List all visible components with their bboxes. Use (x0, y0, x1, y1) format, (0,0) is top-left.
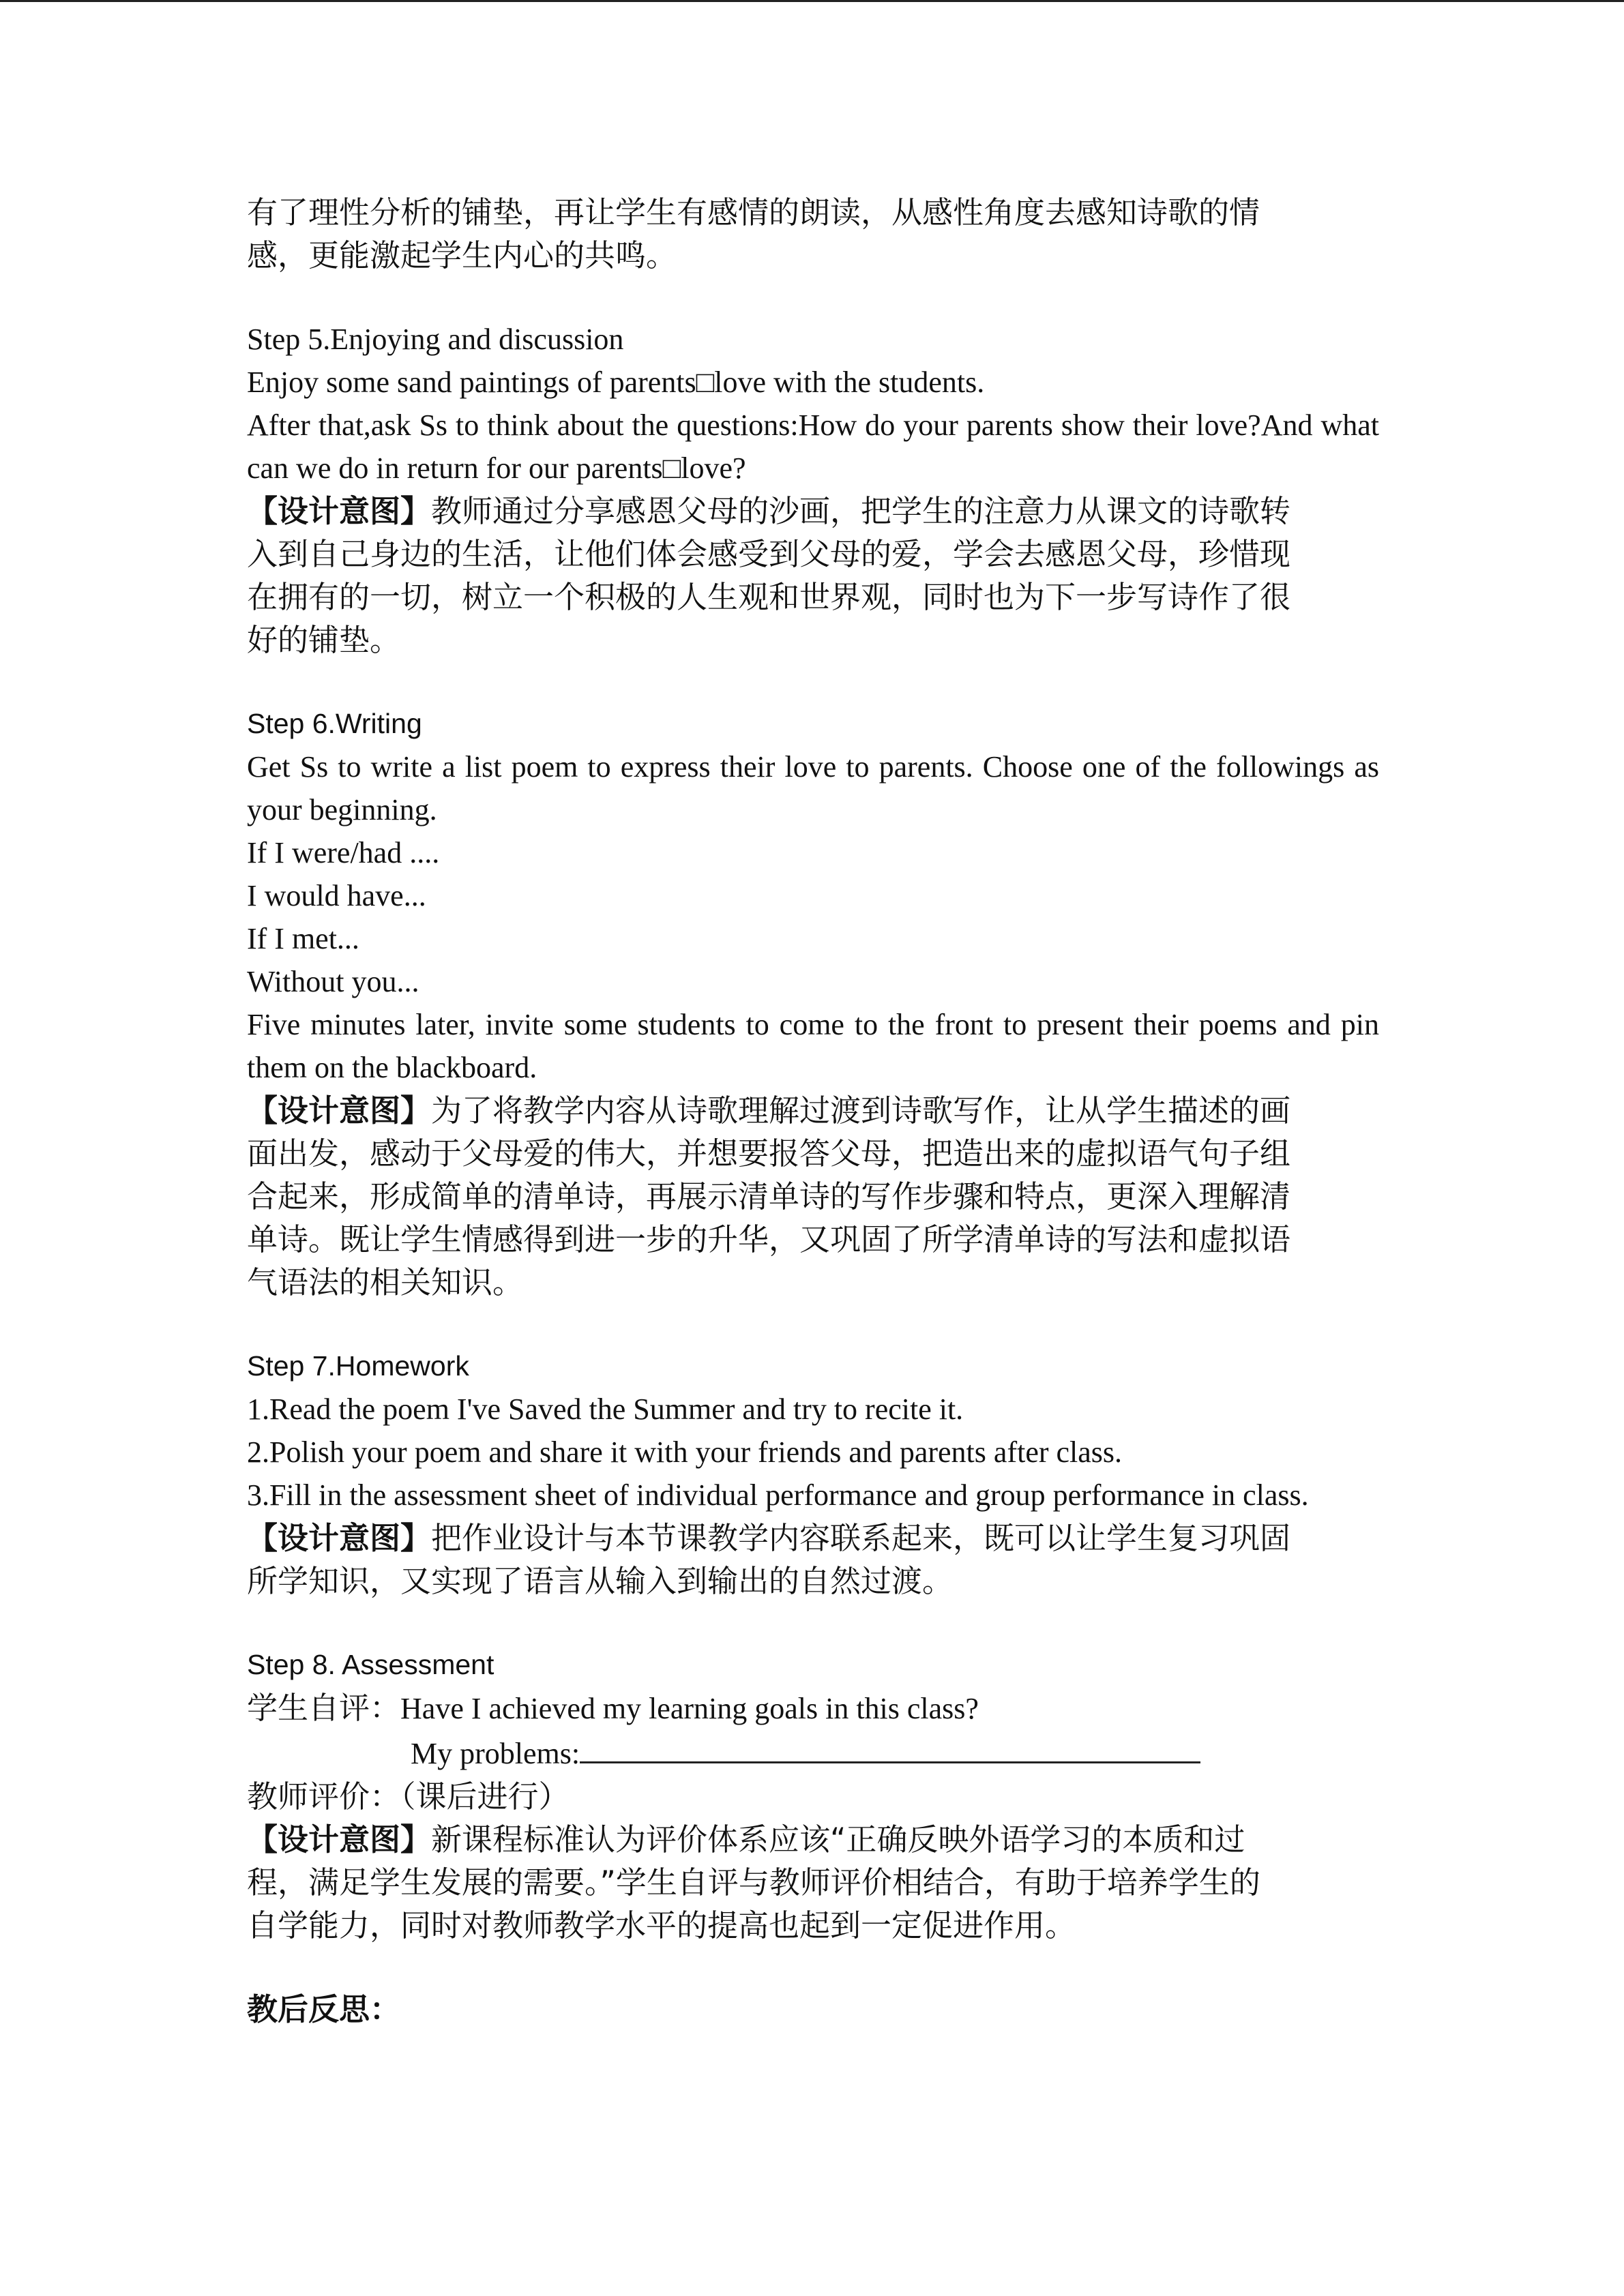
spacer (247, 277, 1379, 318)
step7-section (247, 1345, 1379, 1602)
step5-intent-line-3: 在拥有的一切，树立一个积极的人生观和世界观，同时也为下一步写诗作了很 (247, 579, 1291, 615)
self-assessment-label: 学生自评： (247, 1690, 401, 1726)
step6-prompt-3: If I met... (247, 922, 359, 955)
homework-item-3: 3.Fill in the assessment sheet of individual performance and group performance in class. (247, 1478, 1309, 1512)
step6-paragraph-1: Get Ss to write a list poem to express their love to parents. Choose one of the followings as your beginning. (247, 750, 1379, 826)
design-intent-tag: 【设计意图】 (247, 1092, 432, 1129)
teacher-assessment-value: （课后进行） (400, 1778, 570, 1815)
step8-intent-text-1: 新课程标准认为评价体系应该“正确反映外语学习的本质和过 (431, 1821, 1245, 1858)
step6-intent-line-1 (247, 1089, 1379, 1132)
problems-blank-line[interactable] (580, 1730, 1200, 1763)
step7-intent-text-1: 把作业设计与本节课教学内容联系起来，既可以让学生复习巩固 (431, 1520, 1291, 1556)
spacer (247, 661, 1379, 702)
step6-intent-line-2: 面出发，感动于父母爱的伟大，并想要报答父母，把造出来的虚拟语气句子组 (247, 1135, 1291, 1172)
problems-label: My problems: (411, 1737, 580, 1770)
homework-item-1: 1.Read the poem I've Saved the Summer and try to recite it. (247, 1392, 964, 1426)
step6-intent-text-1: 为了将教学内容从诗歌理解过渡到诗歌写作，让从学生描述的画 (431, 1092, 1291, 1129)
step6-intent-line-3: 合起来，形成简单的清单诗，再展示清单诗的写作步骤和特点，更深入理解清 (247, 1178, 1291, 1214)
intro-line-2: 感，更能激起学生内心的共鸣。 (247, 237, 677, 273)
step6-prompt-1: If I were/had .... (247, 836, 440, 869)
step5-intent-line-2: 入到自己身边的生活，让他们体会感受到父母的爱，学会去感恩父母，珍惜现 (247, 536, 1291, 572)
design-intent-tag: 【设计意图】 (247, 1821, 432, 1858)
spacer (247, 1947, 1379, 1988)
step6-heading: Step 6.Writing (247, 708, 422, 739)
document-page (247, 191, 1379, 2031)
design-intent-tag: 【设计意图】 (247, 1520, 432, 1556)
step5-heading: Step 5.Enjoying and discussion (247, 323, 624, 356)
step5-section (247, 318, 1379, 661)
step8-intent-line-3: 自学能力，同时对教师教学水平的提高也起到一定促进作用。 (247, 1907, 1076, 1943)
intro-line-1: 有了理性分析的铺垫，再让学生有感情的朗读，从感性角度去感知诗歌的情 (247, 194, 1260, 230)
spacer (247, 1304, 1379, 1345)
step5-intent-line-1 (247, 490, 1379, 533)
step6-paragraph-2: Five minutes later, invite some students to come to the front to present their poems and pin them on the blackboard. (247, 1008, 1379, 1084)
step6-prompt-4: Without you... (247, 965, 419, 998)
step6-intent-line-4: 单诗。既让学生情感得到进一步的升华，又巩固了所学清单诗的写法和虚拟语 (247, 1221, 1291, 1257)
problems-row (247, 1730, 1379, 1775)
teacher-assessment-row (247, 1775, 1379, 1818)
step5-intent-text-1: 教师通过分享感恩父母的沙画，把学生的注意力从课文的诗歌转 (431, 493, 1291, 529)
step7-intent-line-2: 所学知识，又实现了语言从输入到输出的自然过渡。 (247, 1563, 954, 1599)
step7-intent-line-1 (247, 1517, 1379, 1560)
step5-line-1: Enjoy some sand paintings of parents□love with the students. (247, 366, 985, 399)
step8-heading: Step 8. Assessment (247, 1649, 494, 1680)
step5-intent-line-4: 好的铺垫。 (247, 622, 401, 658)
step8-intent-line-2: 程，满足学生发展的需要。”学生自评与教师评价相结合，有助于培养学生的 (247, 1864, 1260, 1900)
spacer (247, 1602, 1379, 1643)
teacher-assessment-label: 教师评价： (247, 1778, 401, 1815)
homework-item-2: 2.Polish your poem and share it with your friends and parents after class. (247, 1435, 1123, 1469)
self-assessment-row (247, 1686, 1379, 1730)
self-assessment-question: Have I achieved my learning goals in this class? (400, 1692, 979, 1725)
page-top-border (0, 0, 1624, 2)
step8-intent-line-1 (247, 1818, 1379, 1861)
reflection-heading: 教后反思： (247, 1991, 401, 2027)
step6-prompt-2: I would have... (247, 879, 426, 912)
design-intent-tag: 【设计意图】 (247, 493, 432, 529)
step6-intent-line-5: 气语法的相关知识。 (247, 1264, 524, 1300)
step6-section (247, 702, 1379, 1304)
step8-section (247, 1643, 1379, 1947)
step7-heading: Step 7.Homework (247, 1350, 469, 1382)
step5-paragraph: After that,ask Ss to think about the questions:How do your parents show their love?And what can we do in return for our parents□love? (247, 408, 1379, 485)
